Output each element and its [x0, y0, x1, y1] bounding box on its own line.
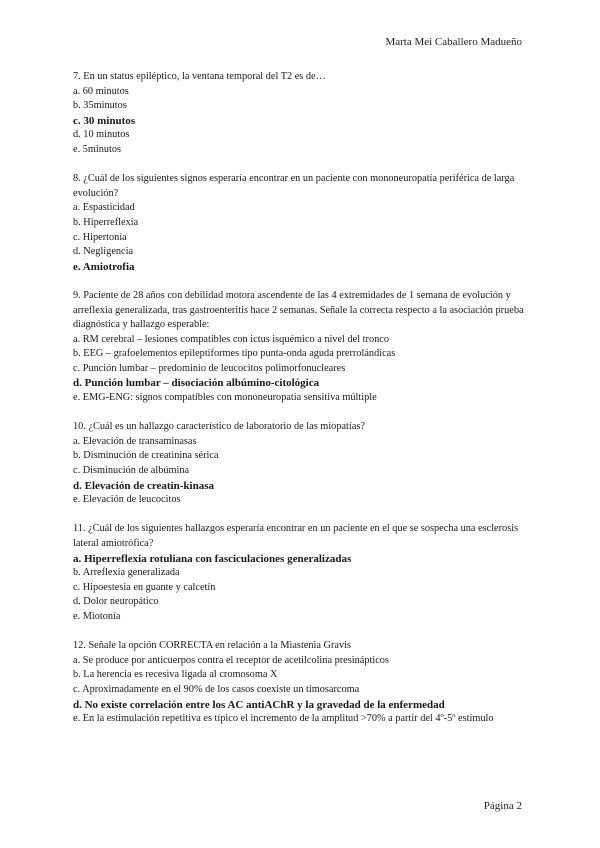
option-c: c. Aproximadamente en el 90% de los casos coexiste un timosarcoma	[73, 683, 360, 695]
option-list	[73, 435, 533, 508]
option-list	[73, 85, 533, 158]
option-d: d. Dolor neuropático	[73, 596, 159, 608]
option-b: b. La herencia es recesiva ligada al cromosoma X	[73, 669, 278, 681]
option-d: d. Negligencia	[73, 246, 134, 258]
question-text: 9. Paciente de 28 años con debilidad motora ascendente de las 4 extremidades de 1 semana de evolución y arreflexia generalizada, tras gastroenteritis hace 2 semanas. Señale la correcta respecto a la asociación prueba diagnóstica y hallazgo esperable:	[73, 289, 524, 331]
option-d: d. 10 minutos	[73, 129, 130, 141]
option-d-correct: d. No existe correlación entre los AC antiAChR y la gravedad de la enfermedad	[73, 698, 445, 711]
option-a: a. Espasticidad	[73, 202, 135, 214]
option-c: c. Hipoestesia en guante y calcetín	[73, 581, 216, 593]
question-text: 8. ¿Cuál de los siguientes signos esperaría encontrar en un paciente con mononeuropatía periférica de larga evolución?	[73, 173, 515, 199]
option-c: c. Hipertonía	[73, 231, 127, 243]
question-list	[73, 70, 533, 741]
question-text: 10. ¿Cuál es un hallazgo característico de laboratorio de las miopatías?	[73, 421, 365, 433]
option-e: e. EMG-ENG: signos compatibles con mononeuropatía sensitiva múltiple	[73, 392, 377, 404]
option-a: a. RM cerebral – lesiones compatibles con ictus isquémico a nivel del tronco	[73, 333, 389, 345]
question-8	[73, 172, 533, 274]
option-b: b. EEG – grafoelementos epileptiformes tipo punta-onda aguda prerrolándicas	[73, 348, 396, 360]
question-7	[73, 70, 533, 158]
option-b: b. Disminución de creatinina sérica	[73, 450, 219, 462]
option-c: c. Punción lumbar – predominio de leucocitos polimorfonucleares	[73, 362, 346, 374]
option-e: e. Miotonía	[73, 610, 121, 622]
option-d-correct: d. Elevación de creatin-kinasa	[73, 479, 214, 492]
option-a: a. 60 minutos	[73, 85, 129, 97]
option-list	[73, 552, 533, 625]
page-number: Página 2	[483, 800, 522, 812]
option-a-correct: a. Hiperreflexia rotuliana con fasciculaciones generalizadas	[73, 552, 352, 565]
question-text: 11. ¿Cuál de los siguientes hallazgos esperaría encontrar en un paciente en el que se sospecha una esclerosis lateral amiotrófica?	[73, 523, 519, 549]
option-e: e. En la estimulación repetitiva es típico el incremento de la amplitud >70% a partir del 4º-5º estímulo	[73, 713, 494, 725]
question-11	[73, 522, 533, 624]
option-b: b. Hiperreflexia	[73, 216, 139, 228]
option-e: e. 5minutos	[73, 143, 122, 155]
option-c: c. Disminución de albúmina	[73, 465, 190, 477]
option-c-correct: c. 30 minutos	[73, 114, 136, 127]
option-a: a. Se produce por anticuerpos contra el receptor de acetilcolina presinápticos	[73, 654, 389, 666]
option-b: b. Arreflexia generalizada	[73, 567, 180, 579]
question-12	[73, 639, 533, 727]
option-d-correct: d. Punción lumbar – disociación albúmino-citológica	[73, 377, 320, 390]
question-10	[73, 420, 533, 508]
option-a: a. Elevación de transaminasas	[73, 435, 197, 447]
option-list	[73, 201, 533, 274]
option-list	[73, 333, 533, 406]
question-text: 7. En un status epiléptico, la ventana temporal del T2 es de…	[73, 71, 326, 82]
option-e: e. Elevación de leucocitos	[73, 494, 181, 506]
option-e-correct: e. Amiotrofia	[73, 260, 135, 273]
question-9	[73, 289, 533, 406]
question-text: 12. Señale la opción CORRECTA en relación a la Miastenia Gravis	[73, 640, 351, 652]
option-b: b. 35minutos	[73, 100, 127, 112]
page-header-author: Marta Mei Caballero Madueño	[385, 36, 522, 48]
option-list	[73, 654, 533, 727]
